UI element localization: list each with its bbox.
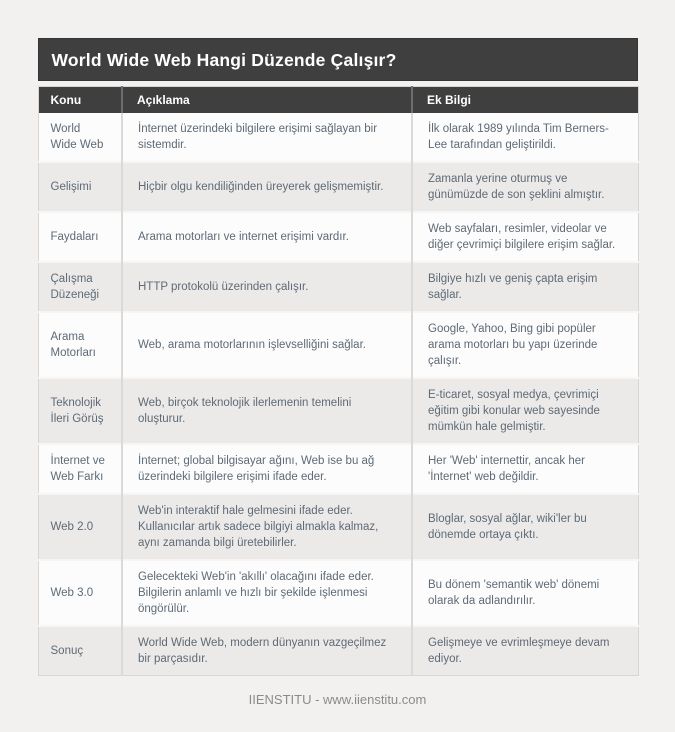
table-row xyxy=(38,212,638,262)
cell-ekbilgi: Bloglar, sosyal ağlar, wiki'ler bu dönemde ortaya çıktı. xyxy=(412,494,638,560)
cell-ekbilgi: Web sayfaları, resimler, videolar ve diğer çevrimiçi bilgilere erişim sağlar. xyxy=(412,212,638,262)
cell-konu: Gelişimi xyxy=(38,162,122,212)
cell-ekbilgi: Zamanla yerine oturmuş ve günümüzde de son şeklini almıştır. xyxy=(412,162,638,212)
cell-konu: Çalışma Düzeneği xyxy=(38,262,122,312)
cell-aciklama: Hiçbir olgu kendiliğinden üreyerek gelişmemiştir. xyxy=(122,162,412,212)
cell-aciklama: Gelecekteki Web'in 'akıllı' olacağını ifade eder. Bilgilerin anlamlı ve hızlı bir şekilde işlenmesi öngörülür. xyxy=(122,560,412,626)
cell-ekbilgi: Bilgiye hızlı ve geniş çapta erişim sağlar. xyxy=(412,262,638,312)
cell-ekbilgi: Gelişmeye ve evrimleşmeye devam ediyor. xyxy=(412,626,638,676)
cell-konu: Web 2.0 xyxy=(38,494,122,560)
cell-konu: World Wide Web xyxy=(50,123,104,151)
column-header-konu: Konu xyxy=(38,87,122,114)
cell-aciklama: Web, birçok teknolojik ilerlemenin temelini oluşturur. xyxy=(122,378,412,444)
cell-aciklama: Arama motorları ve internet erişimi vardır. xyxy=(122,212,412,262)
info-table xyxy=(38,86,639,676)
table-row xyxy=(38,312,638,378)
cell-ekbilgi: Her 'Web' internettir, ancak her 'İnternet' web değildir. xyxy=(412,444,638,494)
table-row xyxy=(38,262,638,312)
table-row xyxy=(38,113,638,162)
table-header-row xyxy=(38,87,638,114)
cell-konu: Web 3.0 xyxy=(38,560,122,626)
table-row xyxy=(38,560,638,626)
cell-aciklama: İnternet; global bilgisayar ağını, Web ise bu ağ üzerindeki bilgilere erişimi ifade eder. xyxy=(122,444,412,494)
cell-aciklama: HTTP protokolü üzerinden çalışır. xyxy=(122,262,412,312)
column-header-aciklama: Açıklama xyxy=(122,87,412,114)
cell-konu: İnternet ve Web Farkı xyxy=(38,444,122,494)
cell-aciklama: World Wide Web, modern dünyanın vazgeçilmez bir parçasıdır. xyxy=(122,626,412,676)
page-title: World Wide Web Hangi Düzende Çalışır? xyxy=(51,50,397,70)
cell-aciklama: Web, arama motorlarının işlevselliğini sağlar. xyxy=(122,312,412,378)
infographic-card xyxy=(38,38,638,709)
cell-ekbilgi: Google, Yahoo, Bing gibi popüler arama motorları bu yapı üzerinde çalışır. xyxy=(412,312,638,378)
page xyxy=(0,38,675,732)
cell-konu: Arama Motorları xyxy=(38,312,122,378)
table-row xyxy=(38,626,638,676)
footer-credit: IIENSTITU - www.iienstitu.com xyxy=(248,692,427,707)
cell-ekbilgi: İlk olarak 1989 yılında Tim Berners-Lee tarafından geliştirildi. xyxy=(412,113,638,162)
cell-konu: Faydaları xyxy=(38,212,122,262)
table-row xyxy=(38,162,638,212)
column-header-ekbilgi: Ek Bilgi xyxy=(412,87,638,114)
cell-aciklama: İnternet üzerindeki bilgilere erişimi sağlayan bir sistemdir. xyxy=(122,113,412,162)
cell-ekbilgi: Bu dönem 'semantik web' dönemi olarak da adlandırılır. xyxy=(412,560,638,626)
cell-aciklama: Web'in interaktif hale gelmesini ifade eder. Kullanıcılar artık sadece bilgiyi almakla kalmaz, aynı zamanda bilgi üretebilirler. xyxy=(122,494,412,560)
title-bar xyxy=(38,38,638,81)
cell-ekbilgi: E-ticaret, sosyal medya, çevrimiçi eğitim gibi konular web sayesinde mümkün hale gelmiştir. xyxy=(412,378,638,444)
footer xyxy=(38,691,638,709)
cell-konu: Sonuç xyxy=(38,626,122,676)
cell-konu: Teknolojik İleri Görüş xyxy=(38,378,122,444)
table-row xyxy=(38,378,638,444)
table-row xyxy=(38,494,638,560)
table-row xyxy=(38,444,638,494)
